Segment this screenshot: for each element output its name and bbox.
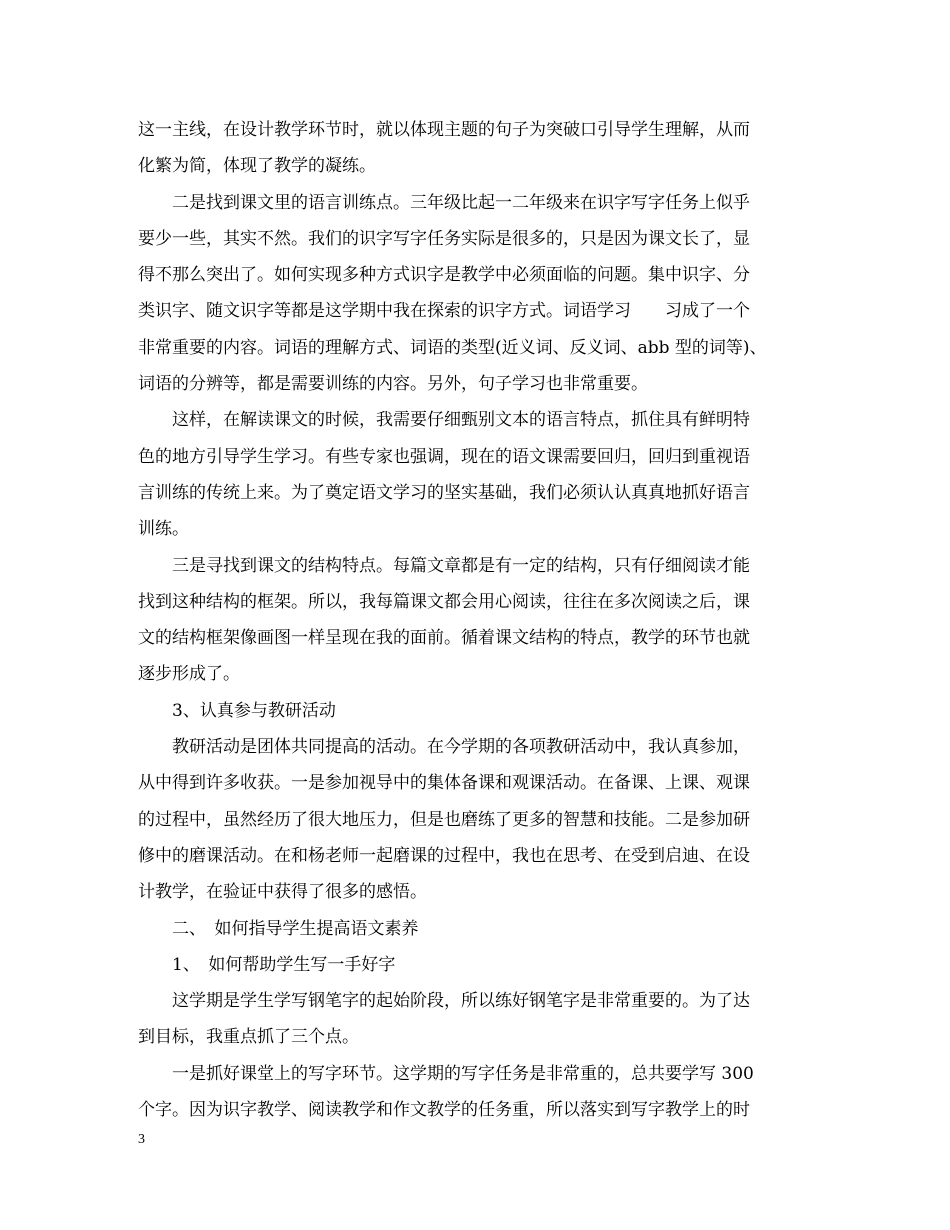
- text-line: 教研活动是团体共同提高的活动。在今学期的各项教研活动中，我认真参加，: [172, 737, 750, 758]
- text-line: 修中的磨课活动。在和杨老师一起磨课的过程中，我也在思考、在受到启迪、在设: [138, 845, 750, 866]
- text-line: 从中得到许多收获。一是参加视导中的集体备课和观课活动。在备课、上课、观课: [138, 773, 750, 794]
- text-line: 化繁为简，体现了教学的凝练。: [138, 156, 376, 177]
- text-line: 找到这种结构的框架。所以，我每篇课文都会用心阅读，往往在多次阅读之后，课: [138, 591, 750, 612]
- text-line: 言训练的传统上来。为了奠定语文学习的坚实基础，我们必须认认真真地抓好语言: [138, 482, 750, 503]
- text-line: 要少一些，其实不然。我们的识字写字任务实际是很多的，只是因为课文长了，显: [138, 228, 750, 249]
- text-line: 逐步形成了。: [138, 664, 240, 685]
- text-line: 这一主线，在设计教学环节时，就以体现主题的句子为突破口引导学生理解，从而: [138, 120, 750, 140]
- text-line: 训练。: [138, 519, 189, 540]
- text-line: 二、 如何指导学生提高语文素养: [172, 918, 419, 939]
- text-line: 个字。因为识字教学、阅读教学和作文教学的任务重，所以落实到写字教学上的时: [138, 1100, 750, 1121]
- text-line: 1、 如何帮助学生写一手好字: [172, 954, 396, 975]
- text-line: 非常重要的内容。词语的理解方式、词语的类型(近义词、反义词、abb 型的词等)、: [138, 337, 767, 358]
- page-number: 3: [138, 1132, 145, 1147]
- text-line: 到目标，我重点抓了三个点。: [138, 1027, 359, 1048]
- text-line: 词语的分辨等，都是需要训练的内容。另外，句子学习也非常重要。: [138, 374, 648, 395]
- text-line: 计教学，在验证中获得了很多的感悟。: [138, 882, 427, 903]
- text-line: 色的地方引导学生学习。有些专家也强调，现在的语文课需要回归，回归到重视语: [138, 446, 750, 467]
- text-line: 一是抓好课堂上的写字环节。这学期的写字任务是非常重的，总共要学写 300: [172, 1063, 754, 1084]
- text-line: 文的结构框架像画图一样呈现在我的面前。循着课文结构的特点，教学的环节也就: [138, 628, 750, 649]
- text-line: 的过程中，虽然经历了很大地压力，但是也磨练了更多的智慧和技能。二是参加研: [138, 809, 750, 830]
- text-line: 三是寻找到课文的结构特点。每篇文章都是有一定的结构，只有仔细阅读才能: [172, 555, 750, 576]
- text-line: 类识字、随文识字等都是这学期中我在探索的识字方式。词语学习 习成了一个: [138, 301, 750, 322]
- text-line: 这样，在解读课文的时候，我需要仔细甄别文本的语言特点，抓住具有鲜明特: [172, 410, 750, 431]
- text-line: 3、认真参与教研活动: [172, 700, 336, 721]
- text-line: 二是找到课文里的语言训练点。三年级比起一二年级来在识字写字任务上似乎: [172, 192, 750, 213]
- document-body: [138, 112, 814, 1128]
- text-line: 这学期是学生学写钢笔字的起始阶段，所以练好钢笔字是非常重要的。为了达: [172, 991, 750, 1012]
- text-line: 得不那么突出了。如何实现多种方式识字是教学中必须面临的问题。集中识字、分: [138, 265, 750, 286]
